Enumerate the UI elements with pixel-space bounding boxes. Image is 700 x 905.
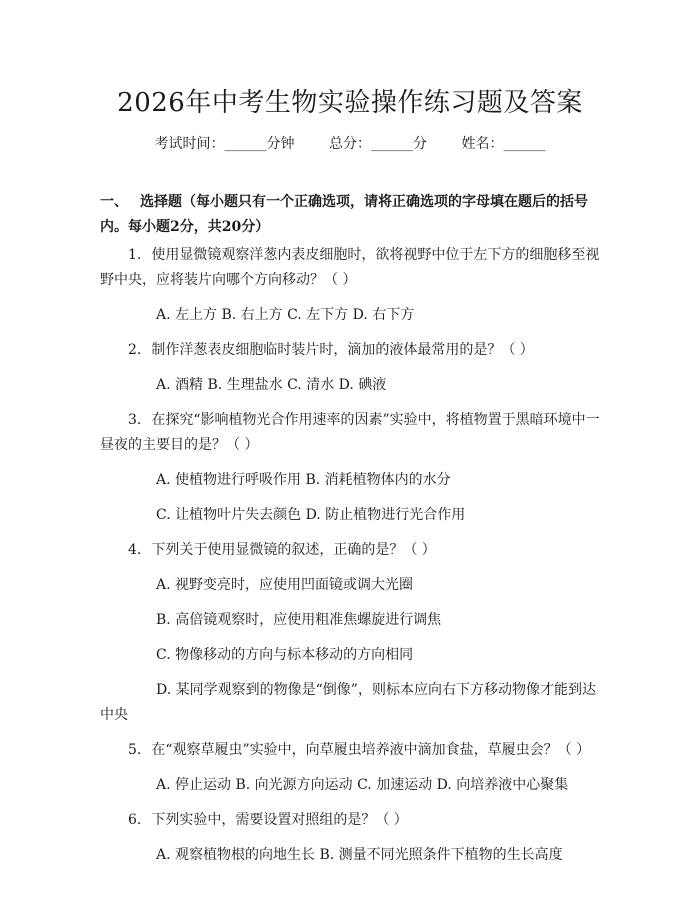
question-item [100,338,605,363]
answer-options: A. 酒精 B. 生理盐水 C. 清水 D. 碘液 [156,377,387,393]
answer-options: C. 让植物叶片失去颜色 D. 防止植物进行光合作用 [156,507,466,523]
question-number: 1. [128,247,142,263]
answer-option: C. 物像移动的方向与标本移动的方向相同 [156,647,414,663]
question-item [100,538,605,563]
question-text: 下列实验中，需要设置对照组的是？（ ） [151,812,408,828]
question-number: 3. [128,412,142,428]
answer-options: A. 使植物进行呼吸作用 B. 消耗植物体内的水分 [156,472,451,488]
section-heading [100,190,605,240]
question-item [100,408,605,458]
question-item [100,808,605,833]
question-number: 6. [128,812,142,828]
question-number: 5. [128,742,142,758]
question-text: 使用显微镜观察洋葱内表皮细胞时，欲将视野中位于左下方的细胞移至视野中央，应将装片向哪个方向移动？（ ） [100,247,600,288]
question-item [100,738,605,763]
question-number: 4. [128,542,142,558]
answer-options: A. 停止运动 B. 向光源方向运动 C. 加速运动 D. 向培养液中心聚集 [156,777,569,793]
answer-option: B. 高倍镜观察时，应使用粗准焦螺旋进行调焦 [156,612,442,628]
question-number: 2. [128,342,142,358]
answer-options: A. 左上方 B. 右上方 C. 左下方 D. 右下方 [156,307,415,323]
exam-meta [0,133,700,153]
exam-time-field: 考试时间：______分钟 [154,136,295,152]
answer-options: A. 观察植物根的向地生长 B. 测量不同光照条件下植物的生长高度 [156,847,563,863]
question-text: 在“观察草履虫”实验中，向草履虫培养液中滴加食盐，草履虫会？（ ） [151,742,591,758]
page-title: 2026年中考生物实验操作练习题及答案 [117,88,583,118]
question-text: 制作洋葱表皮细胞临时装片时，滴加的液体最常用的是？（ ） [151,342,534,358]
question-list [100,243,605,878]
total-score-field: 总分：______分 [329,136,427,152]
answer-option: A. 视野变亮时，应使用凹面镜或调大光圈 [156,577,414,593]
question-text: 下列关于使用显微镜的叙述，正确的是？（ ） [151,542,436,558]
section-number: 一、 [100,194,128,210]
question-item [100,243,605,293]
section-instructions: 选择题（每小题只有一个正确选项，请将正确选项的字母填在题后的括号内。每小题2分，共20分） [100,194,588,235]
answer-option-wrapped: D. 某同学观察到的物像是“倒像”，则标本应向右下方移动物像才能到达中央 [100,682,596,723]
question-text: 在探究“影响植物光合作用速率的因素”实验中，将植物置于黑暗环境中一昼夜的主要目的是？（ ） [100,412,600,453]
student-name-field: 姓名：______ [461,136,546,152]
